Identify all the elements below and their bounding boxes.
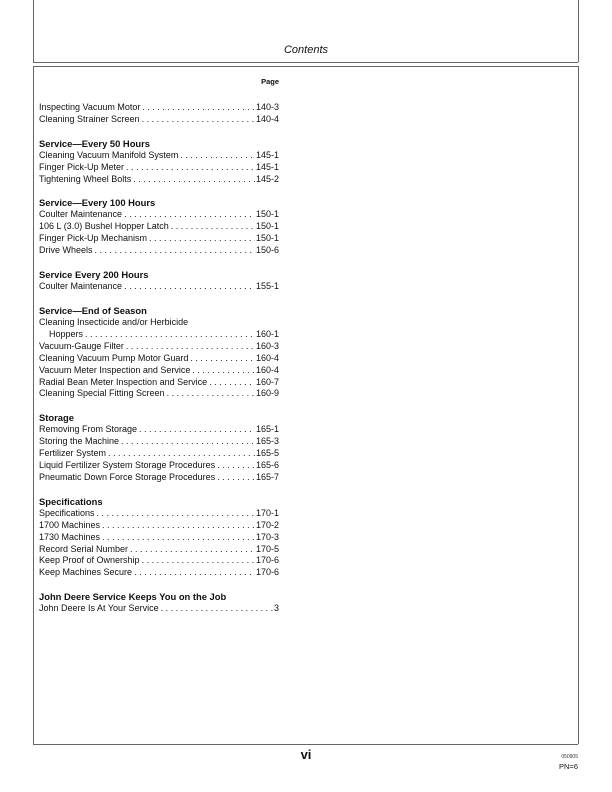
dot-leader: [207, 377, 255, 389]
toc-entry-page: 145-1: [255, 149, 279, 160]
toc-entry-label: Fertilizer System: [39, 448, 107, 459]
toc-entry-page: 145-2: [255, 173, 279, 184]
toc-entry: [39, 388, 279, 400]
toc-entry: [39, 341, 279, 353]
dot-leader: [169, 221, 255, 233]
toc-entry-label: Keep Proof of Ownership: [39, 555, 140, 566]
dot-leader: [124, 341, 255, 353]
toc-section: [39, 496, 279, 579]
toc-entry: [39, 353, 279, 365]
toc-entry-label: Finger Pick-Up Meter: [39, 161, 125, 172]
toc-section: [39, 269, 279, 293]
table-of-contents: [39, 76, 279, 627]
section-title: John Deere Service Keeps You on the Job: [39, 591, 227, 603]
toc-entry: [39, 472, 279, 484]
dot-leader: [131, 174, 255, 186]
toc-entry: [39, 424, 279, 436]
document-code: 050905: [561, 754, 578, 760]
dot-leader: [188, 353, 255, 365]
dot-leader: [124, 162, 255, 174]
dot-leader: [83, 329, 255, 341]
toc-section: [39, 138, 279, 186]
toc-entry: [39, 245, 279, 257]
dot-leader: [178, 150, 255, 162]
dot-leader: [122, 281, 255, 293]
toc-entry-page: 150-1: [255, 221, 279, 232]
toc-entry-label: Cleaning Strainer Screen: [39, 113, 140, 124]
toc-entry-label: Radial Bean Meter Inspection and Service: [39, 376, 208, 387]
toc-entry-label: Cleaning Special Fitting Screen: [39, 388, 165, 399]
toc-entry-page: 150-1: [255, 209, 279, 220]
toc-entry-label: Tightening Wheel Bolts: [39, 173, 132, 184]
page-column-heading: Page: [261, 77, 279, 86]
dot-leader: [95, 508, 255, 520]
toc-entry-label: Cleaning Vacuum Pump Motor Guard: [39, 352, 189, 363]
toc-entry: [39, 567, 279, 579]
toc-entry-label: Inspecting Vacuum Motor: [39, 101, 141, 112]
toc-entry-label: 106 L (3.0) Bushel Hopper Latch: [39, 221, 169, 232]
pn-label: PN=6: [559, 762, 578, 771]
toc-sections: [39, 102, 279, 615]
dot-leader: [137, 424, 255, 436]
section-title: Service—End of Season: [39, 304, 147, 316]
footer-rule: [33, 744, 578, 745]
toc-entry-label: 1730 Machines: [39, 531, 101, 542]
page-number: vi: [300, 747, 312, 762]
page-title: Contents: [283, 44, 329, 56]
toc-entry-label: Specifications: [39, 507, 95, 518]
dot-leader: [100, 520, 255, 532]
toc-entry-label: Record Serial Number: [39, 543, 129, 554]
toc-entry: [39, 114, 279, 126]
header-rule: [33, 62, 578, 63]
toc-entry-page: 165-6: [255, 460, 279, 471]
toc-entry-label: Finger Pick-Up Mechanism: [39, 233, 148, 244]
toc-entry-page: 145-1: [255, 161, 279, 172]
section-title: Service Every 200 Hours: [39, 269, 149, 281]
dot-leader: [215, 460, 255, 472]
toc-entry: [39, 448, 279, 460]
toc-entry-label: Liquid Fertilizer System Storage Procedures: [39, 460, 216, 471]
toc-entry-page: 165-7: [255, 471, 279, 482]
dot-leader: [128, 544, 255, 556]
toc-entry: [39, 174, 279, 186]
toc-entry: [39, 329, 279, 341]
section-title: Specifications: [39, 495, 103, 507]
toc-entry-page: 160-3: [255, 340, 279, 351]
dot-leader: [140, 102, 255, 114]
toc-entry-page: 170-6: [255, 567, 279, 578]
toc-entry-page: 150-6: [255, 245, 279, 256]
toc-entry: [39, 520, 279, 532]
toc-entry-page: 155-1: [255, 281, 279, 292]
toc-entry-page: 170-3: [255, 531, 279, 542]
toc-entry: [39, 603, 279, 615]
toc-entry: [39, 102, 279, 114]
toc-entry-label: Removing From Storage: [39, 424, 138, 435]
toc-entry-page: 160-9: [255, 388, 279, 399]
toc-entry-page: 3: [273, 603, 279, 614]
toc-entry-page: 170-5: [255, 543, 279, 554]
dot-leader: [132, 567, 255, 579]
section-title: Service—Every 100 Hours: [39, 197, 156, 209]
toc-entry: [39, 555, 279, 567]
toc-entry-page: 170-1: [255, 507, 279, 518]
toc-entry-page: 160-4: [255, 352, 279, 363]
toc-entry-label: Storing the Machine: [39, 436, 120, 447]
toc-entry-page: 170-2: [255, 519, 279, 530]
toc-entry-label: Pneumatic Down Force Storage Procedures: [39, 471, 216, 482]
toc-entry: [39, 281, 279, 293]
toc-entry-page: 165-5: [255, 448, 279, 459]
toc-entry: [39, 460, 279, 472]
toc-entry: [39, 436, 279, 448]
toc-entry-label: John Deere Is At Your Service: [39, 603, 159, 614]
toc-entry-label: Coulter Maintenance: [39, 209, 123, 220]
dot-leader: [100, 532, 255, 544]
toc-section: [39, 591, 279, 615]
toc-entry-page: 140-4: [255, 113, 279, 124]
dot-leader: [159, 603, 273, 615]
toc-entry: [39, 209, 279, 221]
toc-entry-label: Coulter Maintenance: [39, 281, 123, 292]
dot-leader: [215, 472, 255, 484]
toc-section: [39, 197, 279, 257]
toc-entry-label: Vacuum Meter Inspection and Service: [39, 364, 191, 375]
toc-entry-label: Vacuum-Gauge Filter: [39, 340, 124, 351]
toc-section: [39, 102, 279, 126]
toc-entry-label: Cleaning Vacuum Manifold System: [39, 149, 179, 160]
section-title: Service—Every 50 Hours: [39, 137, 151, 149]
dot-leader: [119, 436, 255, 448]
dot-leader: [106, 448, 255, 460]
toc-entry-label: Hoppers: [49, 328, 84, 339]
toc-entry: [39, 544, 279, 556]
toc-section: [39, 305, 279, 400]
toc-entry-page: 165-1: [255, 424, 279, 435]
toc-entry: [39, 365, 279, 377]
toc-entry: [39, 150, 279, 162]
toc-section: [39, 412, 279, 484]
dot-leader: [140, 555, 255, 567]
toc-entry: [39, 508, 279, 520]
toc-entry: [39, 233, 279, 245]
toc-entry: [39, 377, 279, 389]
content-top-rule: [33, 66, 578, 67]
toc-entry: [39, 532, 279, 544]
toc-entry: [39, 162, 279, 174]
toc-entry-page: 160-7: [255, 376, 279, 387]
dot-leader: [147, 233, 255, 245]
toc-entry-page: 150-1: [255, 233, 279, 244]
dot-leader: [165, 388, 255, 400]
dot-leader: [93, 245, 255, 257]
toc-entry-page: 140-3: [255, 101, 279, 112]
frame-left: [33, 66, 34, 744]
toc-entry-page: 160-1: [255, 328, 279, 339]
toc-entry-page: 170-6: [255, 555, 279, 566]
dot-leader: [122, 209, 255, 221]
toc-entry: [39, 221, 279, 233]
frame-right: [578, 66, 579, 744]
toc-entry-label: Drive Wheels: [39, 245, 93, 256]
toc-entry-label: Cleaning Insecticide and/or Herbicide: [39, 316, 189, 327]
section-title: Storage: [39, 412, 74, 424]
toc-entry-label: 1700 Machines: [39, 519, 101, 530]
dot-leader: [140, 114, 255, 126]
toc-entry-page: 165-3: [255, 436, 279, 447]
toc-entry-page: 160-4: [255, 364, 279, 375]
dot-leader: [190, 365, 255, 377]
toc-entry-label: Keep Machines Secure: [39, 567, 133, 578]
